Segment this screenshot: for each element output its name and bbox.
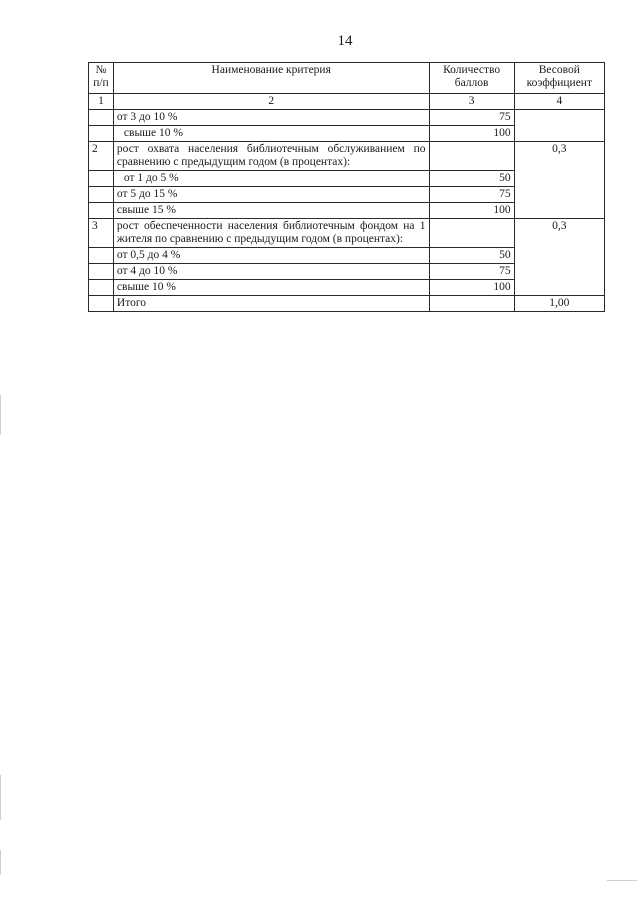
- row-criterion: свыше 15 %: [113, 203, 429, 219]
- row-criterion: от 5 до 15 %: [113, 187, 429, 203]
- row-score: 100: [429, 203, 514, 219]
- row-criterion: свыше 10 %: [113, 280, 429, 296]
- row-weight: 0,3: [514, 142, 604, 219]
- column-number: 2: [113, 94, 429, 110]
- row-criterion: от 0,5 до 4 %: [113, 248, 429, 264]
- header-score: Количество баллов: [429, 63, 514, 94]
- row-criterion: рост обеспеченности населения библиотечным фондом на 1 жителя по сравнению с предыдущим годом (в процентах):: [113, 219, 429, 248]
- criteria-table: [88, 62, 605, 312]
- header-weight: Весовой коэффициент: [514, 63, 604, 94]
- scan-edge-mark: [0, 775, 1, 820]
- row-num: [89, 187, 114, 203]
- row-num: [89, 248, 114, 264]
- page-number: 14: [337, 33, 353, 49]
- scan-edge-mark: [607, 880, 637, 881]
- row-criterion: от 4 до 10 %: [113, 264, 429, 280]
- row-score: [429, 296, 514, 312]
- row-criterion: рост охвата населения библиотечным обслуживанием по сравнению с предыдущим годом (в процентах):: [113, 142, 429, 171]
- row-num: 2: [89, 142, 114, 171]
- row-num: [89, 203, 114, 219]
- header-num: № п/п: [89, 63, 114, 94]
- table-total-row: [89, 296, 605, 312]
- table-row: [89, 110, 605, 126]
- scan-edge-mark: [0, 850, 1, 875]
- row-weight: 1,00: [514, 296, 604, 312]
- row-criterion: свыше 10 %: [113, 126, 429, 142]
- row-criterion: от 3 до 10 %: [113, 110, 429, 126]
- row-score: [429, 142, 514, 171]
- table-header-row: [89, 63, 605, 94]
- row-num: 3: [89, 219, 114, 248]
- row-criterion: Итого: [113, 296, 429, 312]
- row-score: 100: [429, 280, 514, 296]
- row-score: 100: [429, 126, 514, 142]
- column-number: 1: [89, 94, 114, 110]
- row-score: 50: [429, 171, 514, 187]
- row-num: [89, 264, 114, 280]
- row-weight: [514, 110, 604, 142]
- row-score: 75: [429, 110, 514, 126]
- row-num: [89, 296, 114, 312]
- row-score: [429, 219, 514, 248]
- scan-edge-mark: [0, 395, 1, 435]
- row-num: [89, 171, 114, 187]
- row-score: 50: [429, 248, 514, 264]
- row-score: 75: [429, 187, 514, 203]
- row-criterion: от 1 до 5 %: [113, 171, 429, 187]
- column-number: 4: [514, 94, 604, 110]
- row-weight: 0,3: [514, 219, 604, 296]
- row-num: [89, 110, 114, 126]
- table-row: [89, 142, 605, 171]
- row-num: [89, 126, 114, 142]
- header-name: Наименование критерия: [113, 63, 429, 94]
- column-number: 3: [429, 94, 514, 110]
- table-row: [89, 219, 605, 248]
- row-num: [89, 280, 114, 296]
- column-number-row: [89, 94, 605, 110]
- row-score: 75: [429, 264, 514, 280]
